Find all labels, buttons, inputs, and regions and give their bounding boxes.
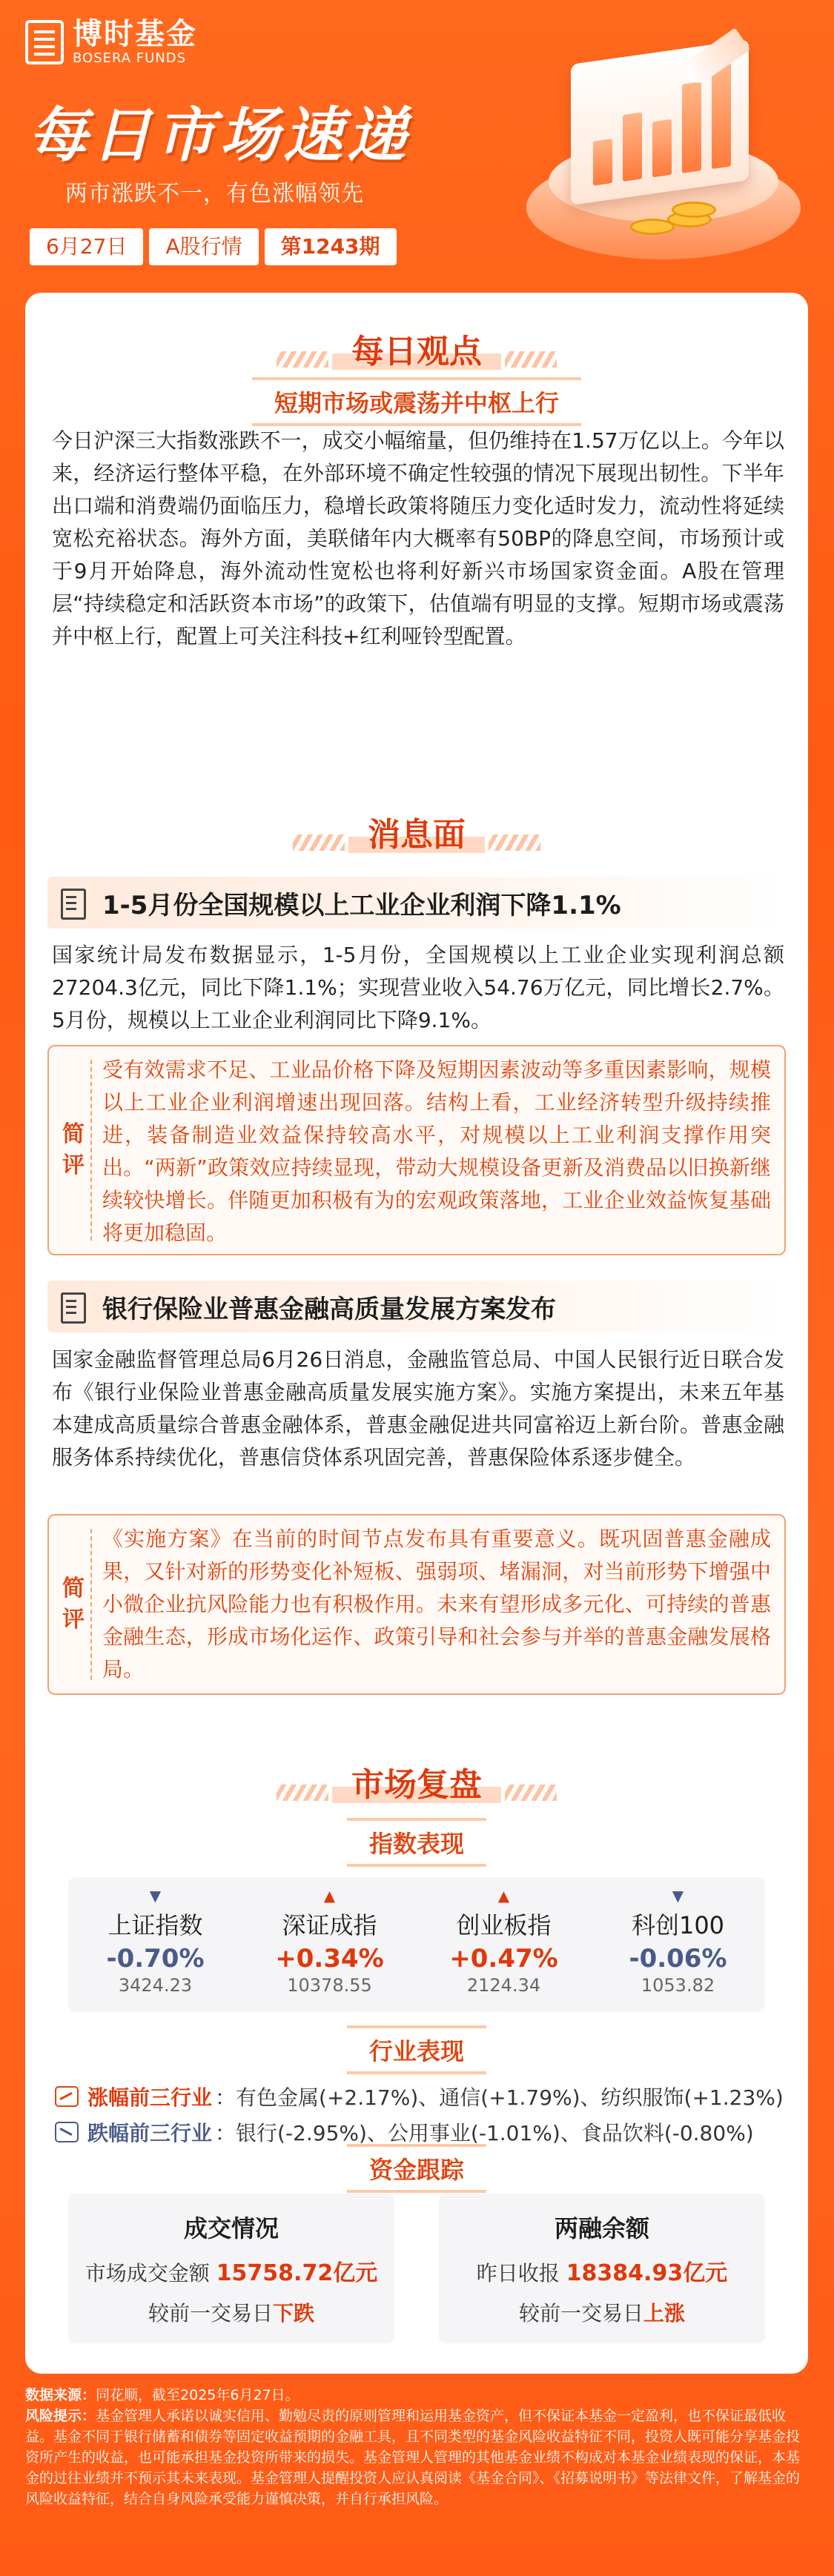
margin-compare: 较前一交易日上涨 (518, 2301, 686, 2326)
news-item-2-comment-text: 《实施方案》在当前的时间节点发布具有重要意义。既巩固普惠金融成果，又针对新的形势变化补短板、强弱项、堵漏洞，对当前形势下增强中小微企业抗风险能力也有积极作用。未来有望形成多元化、可持续的普惠金融生态，形成市场化运作、政策引导和社会参与并举的普惠金融发展格局。 (102, 1527, 771, 1682)
index-name: 创业板指 (456, 1911, 552, 1939)
news-item-1-title-bar (47, 877, 786, 929)
index-value: 10378.55 (287, 1975, 372, 1996)
turnover-panel (68, 2194, 394, 2343)
down-arrow-icon: ▼ (672, 1887, 684, 1905)
trend-down-icon (55, 2122, 79, 2142)
up-arrow-icon: ▲ (497, 1887, 510, 1905)
margin-value: 18384.93亿元 (566, 2260, 728, 2286)
industry-losers (55, 2117, 789, 2147)
index-name: 科创100 (631, 1911, 725, 1939)
coin-icon (630, 219, 675, 235)
indices-heading-wrap (25, 1818, 808, 1867)
issue-number-tag: 第1243期 (265, 228, 397, 265)
losers-label: 跌幅前三行业 (87, 2121, 213, 2145)
stripe-decoration-icon (489, 834, 540, 851)
market-banner (25, 1762, 808, 1809)
data-source: 数据来源：同花顺，截至2025年6月27日。 (25, 2387, 299, 2403)
news-item-1-comment-text: 受有效需求不足、工业品价格下降及短期因素波动等多重因素影响，规模以上工业企业利润增速出现回落。结构上看，工业经济转型升级持续推进，装备制造业效益保持较高水平，对规模以上工业利润支撑作用突出。“两新”政策效应持续显现，带动大规模设备更新及消费品以旧换新继续较快增长。伴随更加积极有为的宏观政策落地，工业企业效益恢复基础将更加稳固。 (102, 1058, 771, 1245)
daily-view-headline-wrap (25, 377, 808, 426)
document-icon (56, 1289, 90, 1324)
daily-view-headline: 短期市场或震荡并中枢上行 (252, 377, 581, 426)
bosera-logo-icon (25, 20, 64, 64)
index-shenzhen (242, 1877, 417, 2012)
index-star100 (591, 1877, 765, 2012)
margin-line: 昨日收报 18384.93亿元 (476, 2260, 728, 2286)
index-change: -0.06% (629, 1944, 727, 1974)
page-title: 每日市场速递 (28, 101, 411, 170)
index-chinext (417, 1877, 591, 2012)
turnover-direction: 下跌 (273, 2301, 315, 2326)
industry-heading-wrap (25, 2025, 808, 2074)
coin-icon (672, 202, 716, 218)
news-item-2-comment (47, 1514, 786, 1695)
stripe-decoration-icon (277, 1785, 328, 1801)
turnover-value: 15758.72亿元 (216, 2260, 378, 2286)
losers-list: ：银行(-2.95%)、公用事业(-1.01%)、食品饮料(-0.80%) (215, 2121, 754, 2145)
stripe-decoration-icon (505, 351, 557, 368)
header-illustration (497, 30, 815, 274)
comment-label: 简 评 (55, 1516, 92, 1693)
category-tag: A股行情 (149, 228, 258, 265)
daily-view-title: 每日观点 (332, 328, 501, 376)
news-item-2-body: 国家金融监督管理总局6月26日消息，金融监管总局、中国人民银行近日联合发布《银行业保险业普惠金融高质量发展实施方案》。实施方案提出，未来五年基本建成高质量综合普惠金融体系，普惠金融促进共同富裕迈上新台阶。普惠金融服务体系持续优化，普惠信贷体系巩固完善，普惠保险体系逐步健全。 (52, 1347, 784, 1470)
margin-panel (439, 2194, 765, 2343)
gainers-label: 涨幅前三行业 (87, 2085, 213, 2110)
stripe-decoration-icon (293, 834, 345, 851)
market-section-title: 市场复盘 (332, 1762, 501, 1809)
margin-title: 两融余额 (554, 2214, 649, 2243)
index-change: +0.47% (449, 1944, 558, 1974)
stripe-decoration-icon (277, 351, 328, 368)
funds-heading-wrap (25, 2144, 808, 2193)
funds-heading: 资金跟踪 (347, 2144, 486, 2193)
index-value: 3424.23 (118, 1975, 193, 1996)
date-tag: 6月27日 (30, 228, 143, 265)
stripe-decoration-icon (505, 1785, 557, 1801)
brand-logo (25, 18, 197, 67)
issue-tags (30, 228, 403, 265)
margin-direction: 上涨 (643, 2301, 686, 2326)
daily-view-body: 今日沪深三大指数涨跌不一，成交小幅缩量，但仍维持在1.57万亿以上。今年以来，经济运行整体平稳，在外部环境不确定性较强的情况下展现出韧性。下半年出口端和消费端仍面临压力，稳增长政策将随压力变化适时发力，流动性将延续宽松充裕状态。海外方面，美联储年内大概率有50BP的降息空间，市场预计或于9月开始降息，海外流动性宽松也将利好新兴市场国家资金面。A股在管理层“持续稳定和活跃资本市场”的政策下，估值端有明显的支撑。短期市场或震荡并中枢上行，配置上可关注科技+红利哑铃型配置。 (52, 428, 784, 648)
index-change: +0.34% (275, 1944, 384, 1974)
news-item-1-comment (47, 1045, 786, 1255)
index-name: 深证成指 (282, 1911, 377, 1939)
content-card (25, 293, 808, 2374)
gainers-list: ：有色金属(+2.17%)、通信(+1.79%)、纺织服饰(+1.23%) (215, 2085, 784, 2110)
industry-gainers (55, 2082, 789, 2111)
news-item-1-title: 1-5月份全国规模以上工业企业利润下降1.1% (102, 890, 621, 920)
trend-up-icon (55, 2086, 79, 2107)
indices-heading: 指数表现 (347, 1818, 486, 1867)
risk-warning: 风险提示：基金管理人承诺以诚实信用、勤勉尽责的原则管理和运用基金资产，但不保证本基金一定盈利，也不保证最低收益。基金不同于银行储蓄和债券等固定收益预期的金融工具，且不同类型的基金风险收益特征不同，投资人既可能分享基金投资所产生的收益，也可能承担基金投资所带来的损失。基金管理人管理的其他基金业绩不构成对本基金业绩表现的保证，本基金的过往业绩并不预示其未来表现。基金管理人提醒投资人应认真阅读《基金合同》、《招募说明书》等法律文件，了解基金的风险收益特征，结合自身风险承受能力谨慎决策，并自行承担风险。 (25, 2408, 801, 2507)
index-name: 上证指数 (107, 1911, 203, 1939)
turnover-line: 市场成交金额 15758.72亿元 (85, 2260, 378, 2286)
news-item-2-title: 银行保险业普惠金融高质量发展方案发布 (102, 1294, 556, 1324)
industry-heading: 行业表现 (347, 2025, 486, 2074)
document-icon (56, 886, 90, 920)
brand-name-en: BOSERA FUNDS (73, 50, 187, 66)
news-section-title: 消息面 (348, 811, 485, 859)
header (0, 0, 834, 293)
turnover-title: 成交情况 (183, 2214, 279, 2243)
news-banner (25, 811, 808, 859)
up-arrow-icon: ▲ (323, 1887, 336, 1905)
page-subtitle: 两市涨跌不一，有色涨幅领先 (65, 181, 364, 207)
brand-name-cn: 博时基金 (73, 17, 197, 51)
down-arrow-icon: ▼ (149, 1887, 162, 1905)
index-shanghai (68, 1877, 242, 2012)
index-value: 1053.82 (641, 1975, 715, 1996)
index-change: -0.70% (106, 1944, 205, 1974)
news-item-2-title-bar (47, 1281, 786, 1332)
index-value: 2124.34 (466, 1975, 541, 1996)
news-item-1-body: 国家统计局发布数据显示，1-5月份，全国规模以上工业企业实现利润总额27204.3亿元，同比下降1.1%；实现营业收入54.76万亿元，同比增长2.7%。5月份，规模以上工业企业利润同比下降9.1%。 (52, 943, 784, 1032)
disclaimer-footer (25, 2385, 811, 2509)
comment-label: 简 评 (55, 1046, 92, 1254)
indices-panel (68, 1877, 765, 2012)
turnover-compare: 较前一交易日下跌 (148, 2301, 315, 2326)
daily-view-banner (25, 328, 808, 376)
